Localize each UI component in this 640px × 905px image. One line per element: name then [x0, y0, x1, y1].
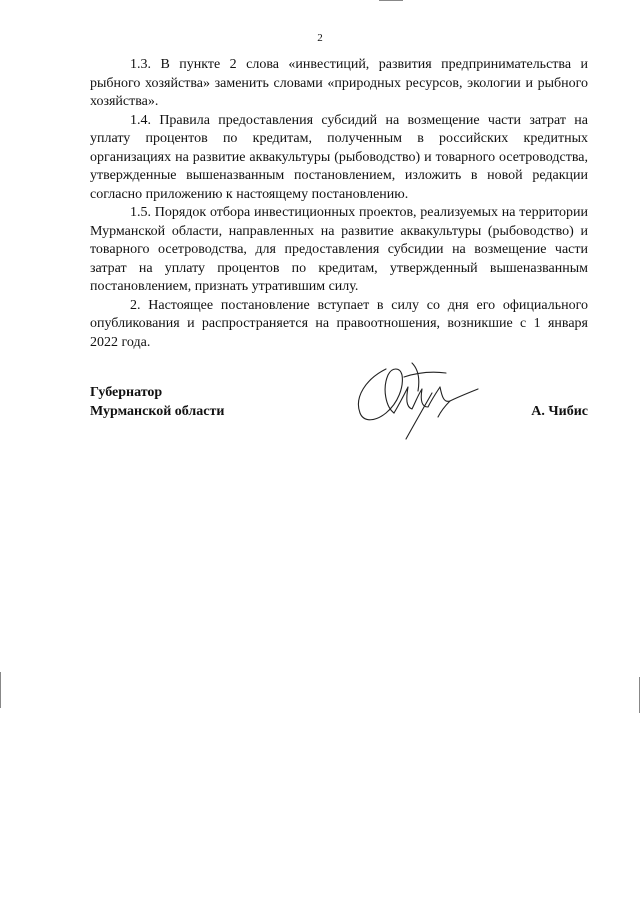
document-body — [90, 56, 588, 352]
signer-title-line-2: Мурманской области — [90, 404, 225, 419]
signer-title — [90, 383, 224, 421]
signer-title-line-1: Губернатор — [90, 385, 163, 400]
paragraph-1-5: 1.5. Порядок отбора инвестиционных проектов, реализуемых на территории Мурманской области, направленных на развитие аквакультуры (рыбоводство) и товарного осетроводства, для предоставления субсидии на возмещение части затрат на уплату процентов по кредитам, утвержденный вышеназванным постановлением, признать утратившим силу. — [90, 205, 588, 294]
page-top-mark — [379, 0, 403, 1]
signature-block — [90, 383, 588, 473]
paragraph-1-3: 1.3. В пункте 2 слова «инвестиций, развития предпринимательства и рыбного хозяйства» заменить словами «природных ресурсов, экологии и рыбного хозяйства». — [90, 57, 588, 109]
paragraph-2: 2. Настоящее постановление вступает в силу со дня его официального опубликования и распространяется на правоотношения, возникшие с 1 января 2022 года. — [90, 297, 588, 350]
left-margin-mark — [0, 672, 1, 708]
paragraph-1-4: 1.4. Правила предоставления субсидий на возмещение части затрат на уплату процентов по кредитам, полученным в российских кредитных организациях на развитие аквакультуры (рыбоводство) и товарного осетроводства, утвержденные вышеназванным постановлением, изложить в новой редакции согласно приложению к настоящему постановлению. — [90, 112, 588, 202]
handwritten-signature — [346, 357, 496, 447]
signer-name: А. Чибис — [531, 404, 588, 419]
page-number: 2 — [317, 32, 323, 44]
